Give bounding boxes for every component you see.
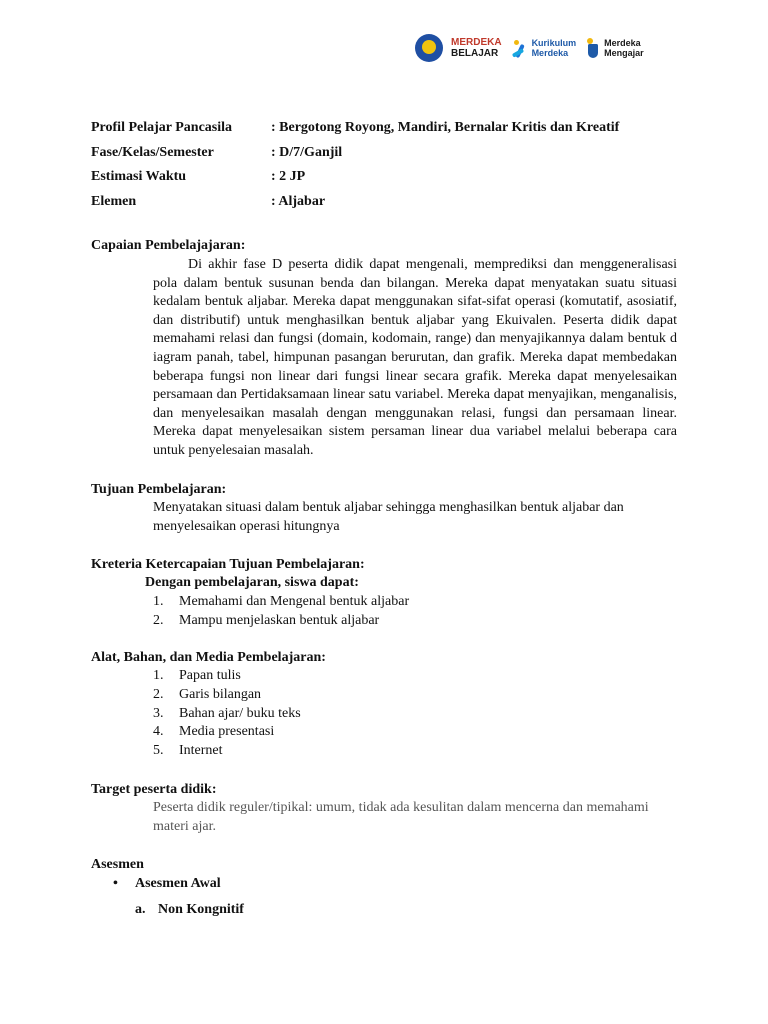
info-value: : Aljabar [271, 193, 326, 209]
asesmen-title: Asesmen [91, 857, 144, 872]
list-text: Media presentasi [179, 724, 275, 740]
list-item [153, 613, 409, 632]
info-label: Profil Pelajar Pancasila [91, 120, 233, 135]
list-item [153, 743, 301, 762]
info-value: : Bergotong Royong, Mandiri, Bernalar Kritis dan Kreatif [271, 120, 620, 135]
list-text: Memahami dan Mengenal bentuk aljabar [179, 594, 410, 609]
target-title: Target peserta didik: [91, 782, 217, 797]
alat-list [153, 668, 301, 762]
info-label: Estimasi Waktu [91, 169, 187, 184]
merdeka-mengajar-logo-line2: Mengajar [604, 48, 644, 58]
bullet-icon: • [113, 876, 118, 891]
kurikulum-merdeka-logo [512, 38, 577, 58]
target-text: Peserta didik reguler/tipikal: umum, tidak ada kesulitan dalam mencerna dan memahami materi ajar. [153, 800, 649, 834]
info-label: Fase/Kelas/Semester [91, 144, 214, 160]
info-row-profil [91, 120, 619, 145]
kriteria-subtitle: Dengan pembelajaran, siswa dapat: [145, 575, 359, 590]
merdeka-mengajar-logo [586, 37, 644, 59]
list-number: 1. [153, 594, 164, 609]
capaian-text: Di akhir fase D peserta didik dapat mengenali, memprediksi dan menggeneralisasi pola dalam bentuk susunan benda dan bilangan. Mereka dapat menyatakan suatu situasi kedalam bentuk aljabar. Mereka dapat menggunakan sifat-sifat operasi (komutatif, asosiatif, dan distributif) untuk menghasilkan bentuk aljabar yang Ekuivalen. Peserta didik dapat memahami relasi dan fungsi (domain, kodomain, range) dan menyajikannya dalam bentuk d iagram panah, tabel, himpunan pasangan berurutan, dan grafik. Mereka dapat membedakan beberapa fungsi non linear dari fungsi linear secara grafik. Mereka dapat menyelesaikan persamaan dan Pertidaksamaan linear satu variabel. Mereka dapat menyajikan, menganalisis, dan menyelesaikan masalah dengan menggunakan relasi, fungsi dan persamaan linear. Mereka dapat menyelesaikan sistem persaman linear dua variabel melalui beberapa cara untuk penyelesaian masalah. [153, 257, 677, 458]
header-logos [415, 30, 644, 66]
tut-wuri-handayani-emblem-icon [415, 34, 443, 62]
kurikulum-merdeka-mark-icon [512, 38, 528, 58]
list-number: 2. [153, 686, 164, 702]
merdeka-belajar-logo-line1: MERDEKA [451, 37, 502, 48]
asesmen-awal-label: Asesmen Awal [135, 876, 221, 891]
list-item [153, 687, 301, 706]
kurikulum-merdeka-logo-line1: Kurikulum [531, 38, 577, 48]
merdeka-belajar-logo-line2: BELAJAR [451, 48, 499, 59]
kurikulum-merdeka-logo-line2: Merdeka [531, 48, 569, 58]
list-number: 4. [153, 724, 164, 740]
list-text: Internet [179, 743, 223, 759]
asesmen-awal-item [113, 876, 221, 892]
list-item [153, 724, 301, 743]
kriteria-title: Kreteria Ketercapaian Tujuan Pembelajaran: [91, 557, 365, 572]
info-value: : D/7/Ganjil [271, 144, 343, 160]
list-number: 2. [153, 612, 164, 628]
kriteria-list [153, 594, 409, 632]
list-number: 1. [153, 668, 164, 683]
merdeka-mengajar-logo-line1: Merdeka [604, 38, 641, 48]
alat-title: Alat, Bahan, dan Media Pembelajaran: [91, 650, 326, 665]
list-item [153, 706, 301, 725]
alpha-marker: a. [135, 902, 146, 917]
tujuan-title: Tujuan Pembelajaran: [91, 482, 227, 497]
list-text: Mampu menjelaskan bentuk aljabar [179, 612, 380, 628]
info-label: Elemen [91, 193, 137, 209]
info-row-fase [91, 145, 619, 170]
non-kognitif-label: Non Kongnitif [158, 902, 244, 917]
list-text: Garis bilangan [179, 686, 262, 702]
list-number: 5. [153, 743, 164, 759]
non-kognitif-item [135, 902, 244, 918]
list-text: Bahan ajar/ buku teks [179, 705, 301, 721]
list-item [153, 594, 409, 613]
list-text: Papan tulis [179, 668, 241, 683]
tujuan-text: Menyatakan situasi dalam bentuk aljabar sehingga menghasilkan bentuk aljabar dan menyelesaikan operasi hitungnya [153, 500, 624, 534]
info-value: : 2 JP [271, 169, 306, 184]
merdeka-belajar-logo [451, 37, 502, 59]
capaian-title: Capaian Pembelajajaran: [91, 238, 246, 253]
module-info [91, 120, 619, 218]
merdeka-mengajar-mark-icon [586, 37, 600, 59]
info-row-estimasi [91, 169, 619, 194]
list-item [153, 668, 301, 687]
list-number: 3. [153, 705, 164, 721]
info-row-elemen [91, 194, 619, 219]
